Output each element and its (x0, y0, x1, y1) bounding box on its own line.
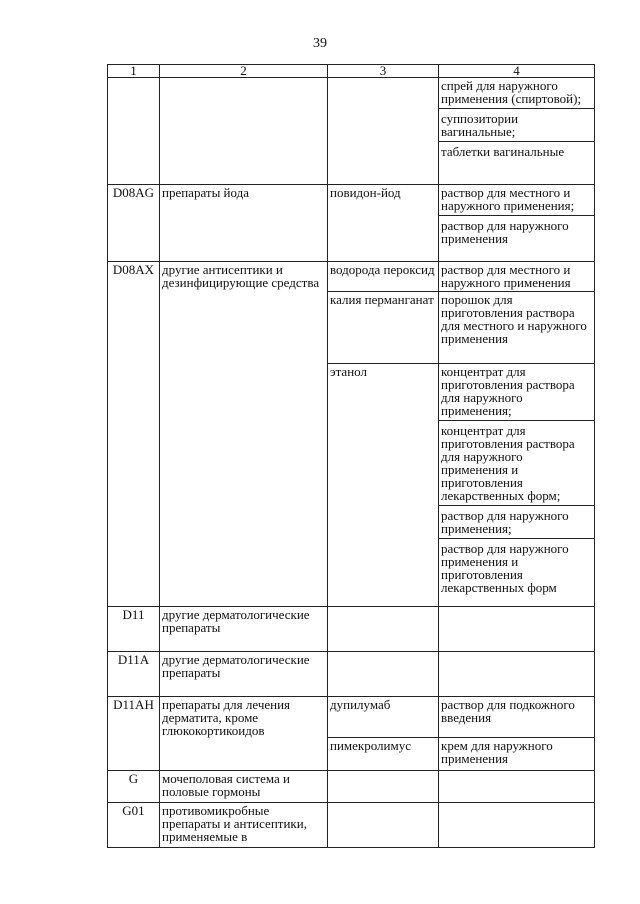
dosage-forms (439, 802, 595, 847)
table-row (108, 78, 595, 185)
dosage-form: спрей для наружного применения (спиртовой); (441, 78, 582, 106)
atc-code (108, 364, 160, 607)
dosage-forms (439, 185, 595, 262)
column-header: 1 (108, 65, 160, 78)
dosage-forms (439, 292, 595, 364)
table-row (108, 607, 595, 652)
table-row (108, 262, 595, 292)
atc-code: D11 (108, 607, 160, 652)
dosage-forms (439, 737, 595, 770)
table-header-row (108, 65, 595, 78)
substance-name: дупилумаб (328, 697, 439, 738)
dosage-forms (439, 607, 595, 652)
atc-code: D08AX (108, 262, 160, 292)
group-name: другие антисептики и дезинфицирующие средства (160, 262, 328, 292)
column-header: 2 (160, 65, 328, 78)
table-row (108, 802, 595, 847)
table-row (108, 697, 595, 738)
dosage-form: раствор для местного и наружного применения (441, 262, 571, 290)
dosage-forms (439, 770, 595, 802)
substance-name: повидон-йод (328, 185, 439, 262)
group-name: препараты йода (160, 185, 328, 262)
dosage-form: раствор для подкожного введения (441, 697, 575, 725)
atc-code (108, 78, 160, 185)
dosage-form: раствор для наружного применения и приготовления лекарственных форм (439, 538, 594, 594)
substance-name: пимекролимус (328, 737, 439, 770)
dosage-form: порошок для приготовления раствора для местного и наружного применения (441, 292, 587, 346)
group-name (160, 737, 328, 770)
atc-code (108, 292, 160, 364)
drug-table (107, 64, 595, 848)
dosage-form: суппозитории вагинальные; (439, 108, 594, 138)
group-name: противомикробные препараты и антисептики, применяемые в (160, 802, 328, 847)
table-row (108, 652, 595, 697)
page-number: 39 (313, 36, 327, 51)
atc-code: D08AG (108, 185, 160, 262)
dosage-form: раствор для наружного применения; (439, 505, 594, 535)
dosage-forms (439, 78, 595, 185)
substance-name: калия перманганат (328, 292, 439, 364)
dosage-forms (439, 262, 595, 292)
dosage-forms (439, 652, 595, 697)
group-name: препараты для лечения дерматита, кроме глюкокортикоидов (160, 697, 328, 738)
substance-name (328, 78, 439, 185)
atc-code: D11A (108, 652, 160, 697)
group-name: мочеполовая система и половые гормоны (160, 770, 328, 802)
substance-name (328, 770, 439, 802)
atc-code: D11AH (108, 697, 160, 738)
substance-name: этанол (328, 364, 439, 607)
atc-code: G (108, 770, 160, 802)
substance-name (328, 802, 439, 847)
table-row (108, 364, 595, 607)
atc-code: G01 (108, 802, 160, 847)
column-header: 4 (439, 65, 595, 78)
table-row (108, 737, 595, 770)
table-row (108, 185, 595, 262)
dosage-form: таблетки вагинальные (439, 141, 594, 158)
atc-code (108, 737, 160, 770)
column-header: 3 (328, 65, 439, 78)
dosage-forms (439, 697, 595, 738)
group-name: другие дерматологические препараты (160, 652, 328, 697)
dosage-form: крем для наружного применения (441, 737, 553, 766)
group-name (160, 292, 328, 364)
group-name: другие дерматологические препараты (160, 607, 328, 652)
dosage-forms (439, 364, 595, 607)
substance-name (328, 652, 439, 697)
substance-name: водорода пероксид (328, 262, 439, 292)
table-row (108, 292, 595, 364)
dosage-form: раствор для наружного применения (439, 215, 594, 245)
group-name (160, 364, 328, 607)
group-name (160, 78, 328, 185)
substance-name (328, 607, 439, 652)
table-row (108, 770, 595, 802)
dosage-form: концентрат для приготовления раствора для наружного применения; (441, 364, 575, 418)
dosage-form: раствор для местного и наружного применения; (441, 185, 575, 213)
dosage-form: концентрат для приготовления раствора для наружного применения и приготовления лекарственных форм; (439, 420, 594, 502)
